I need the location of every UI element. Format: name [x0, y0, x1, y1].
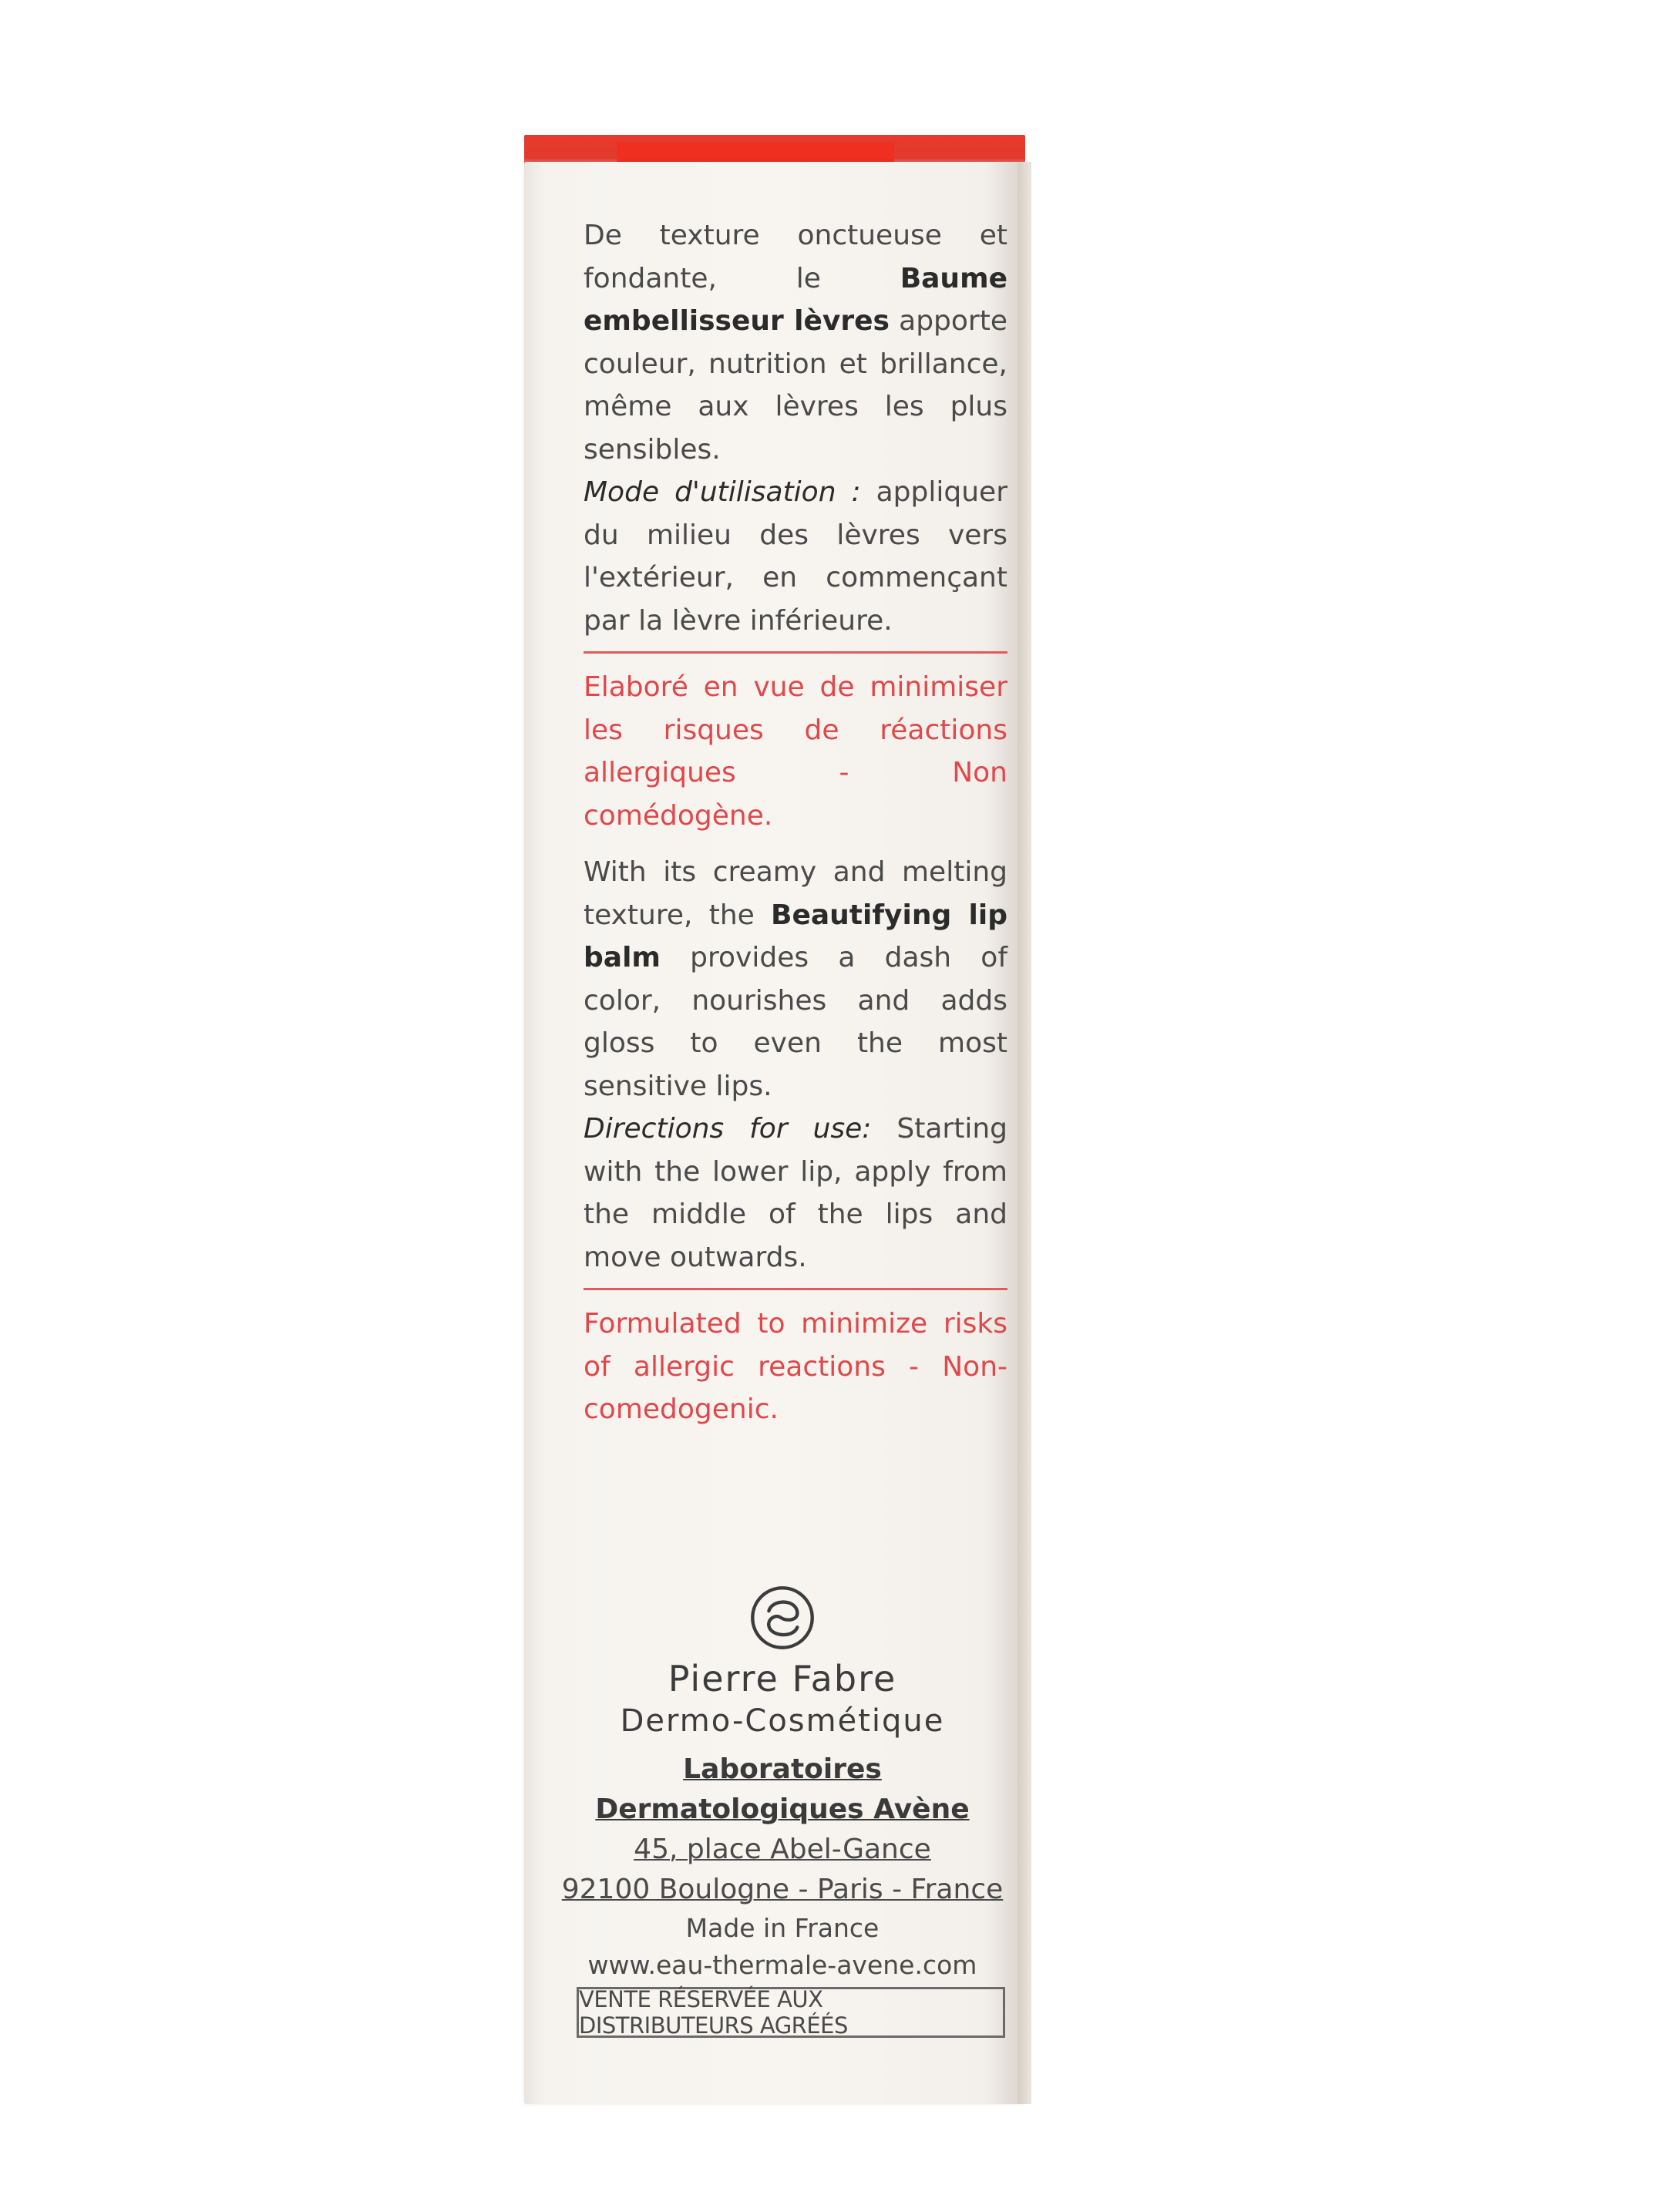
en-usage-label: Directions for use: — [584, 1113, 872, 1145]
carton-text-panel — [584, 214, 1007, 1431]
distribution-notice: VENTE RÉSERVÉE AUX DISTRIBUTEURS AGRÉÉS — [577, 1987, 1005, 2038]
manufacturer-address — [540, 1750, 1025, 1984]
french-description — [584, 214, 1007, 642]
website-label: www.eau-thermale-avene.com — [587, 1950, 977, 1980]
brand-division: Dermo-Cosmétique — [620, 1703, 945, 1739]
en-intro-tail: provides a dash of color, nourishes and adds gloss to even the most sensitive lips. — [584, 942, 1007, 1102]
en-intro-lead: With its creamy and melting texture, the — [584, 856, 1007, 931]
brand-block — [540, 1584, 1025, 1741]
fr-intro-lead: De texture onctueuse et fondante, le — [584, 220, 1007, 294]
fr-usage-text: appliquer du milieu des lèvres vers l'extérieur, en commençant par la lèvre inférieure. — [584, 476, 1008, 637]
fr-product-name: Baume embellisseur lèvres — [584, 262, 1007, 337]
company-name-line1: Laboratoires — [683, 1753, 882, 1785]
company-name-line2: Dermatologiques Avène — [595, 1793, 970, 1825]
en-claim: Formulated to minimize risks of allergic reactions - Non-comedogenic. — [584, 1308, 1007, 1425]
pierre-fabre-logo-icon — [748, 1584, 816, 1652]
fr-claim: Elaboré en vue de minimiser les risques de réactions allergiques - Non comédogène. — [584, 671, 1007, 832]
red-divider — [584, 1288, 1007, 1290]
en-usage-text: Starting with the lower lip, apply from the middle of the lips and move outwards. — [584, 1113, 1007, 1273]
fr-usage-label: Mode d'utilisation : — [584, 476, 861, 508]
english-description — [584, 851, 1007, 1279]
en-product-name: Beautifying lip balm — [584, 899, 1007, 973]
fr-intro-tail: apporte couleur, nutrition et brillance, même aux lèvres les plus sensibles. — [584, 305, 1007, 466]
red-divider — [584, 651, 1007, 654]
origin-label: Made in France — [685, 1913, 880, 1943]
street-address: 45, place Abel-Gance — [634, 1834, 931, 1865]
city-address: 92100 Boulogne - Paris - France — [561, 1874, 1004, 1905]
brand-name: Pierre Fabre — [668, 1658, 897, 1699]
